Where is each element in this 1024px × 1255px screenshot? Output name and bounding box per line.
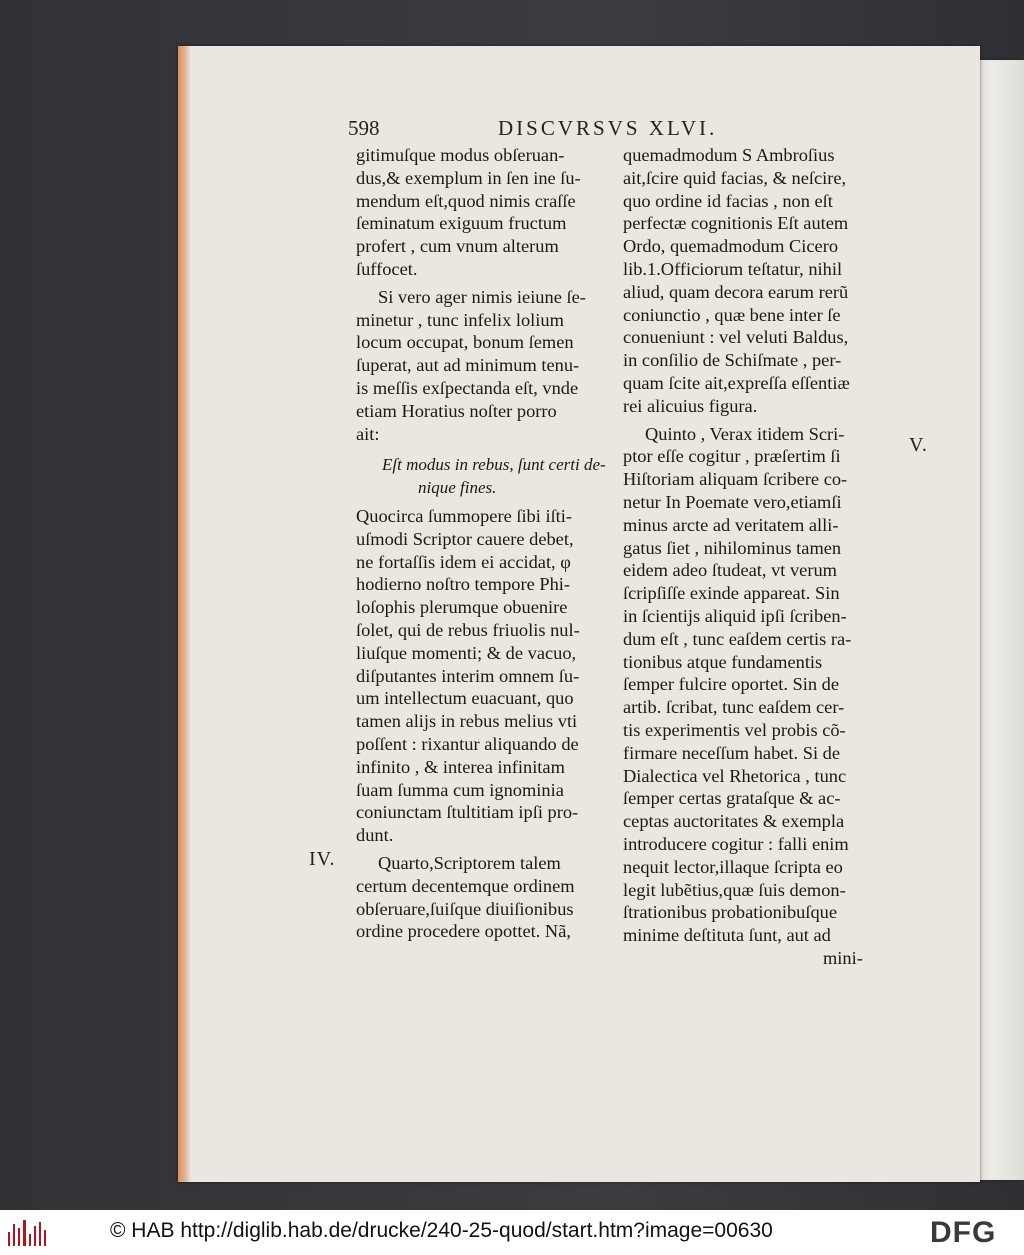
text-line: mendum eſt,quod nimis craſſe <box>356 190 576 211</box>
text-line: Dialectica vel Rhetorica , tunc <box>623 765 847 786</box>
text-line: loſophis plerumque obuenire <box>356 597 568 618</box>
text-line: eidem adeo ſtudeat, vt verum <box>623 560 837 581</box>
hab-logo-icon[interactable] <box>8 1220 46 1246</box>
dfg-logo[interactable]: DFG <box>930 1216 997 1249</box>
text-line: ſuperat, aut ad minimum tenu- <box>356 355 580 376</box>
text-line: liuſque momenti; & de vacuo, <box>356 642 577 663</box>
text-line: ſuam ſumma cum ignominia <box>356 779 564 800</box>
text-line: ait: <box>356 423 380 444</box>
text-line: is meſſis exſpectanda eſt, vnde <box>356 377 579 398</box>
text-line: ſcripſiſſe exinde appareat. Sin <box>623 583 840 604</box>
verse-line: nique fines. <box>418 478 497 498</box>
text-line: ſolet, qui de rebus friuolis nul- <box>356 619 580 640</box>
text-line: dum eſt , tunc eaſdem certis ra- <box>623 628 852 649</box>
text-line: tis experimentis vel probis cõ- <box>623 719 846 740</box>
text-line: ſtrationibus probationibuſque <box>623 902 838 923</box>
text-line: uſmodi Scriptor cauere debet, <box>356 528 574 549</box>
catchword: mini- <box>823 947 863 968</box>
viewer-footer <box>0 1210 1024 1255</box>
text-line: Quarto,Scriptorem talem <box>378 852 561 873</box>
text-line: aliud, quam decora earum rerũ <box>623 281 849 302</box>
text-line: poſſent : rixantur aliquando de <box>356 733 579 754</box>
text-line: etiam Horatius noſter porro <box>356 400 557 421</box>
text-line: tionibus atque fundamentis <box>623 651 823 672</box>
text-line: ptor eſſe cogitur , præſertim ſi <box>623 446 841 467</box>
text-line: profert , cum vnum alterum <box>356 236 559 257</box>
page-gutter <box>178 46 190 1182</box>
text-line: artib. ſcribat, tunc eaſdem cer- <box>623 697 845 718</box>
text-line: ſemper certas grataſque & ac- <box>623 788 841 809</box>
text-line: rei alicuius figura. <box>623 395 758 416</box>
text-line: diſputantes interim omnem ſu- <box>356 665 580 686</box>
text-line: nequit lector,illaque ſcripta eo <box>623 856 843 877</box>
text-line: ſeminatum exiguum fructum <box>356 213 567 234</box>
text-line: dunt. <box>356 825 394 846</box>
text-line: introducere cogitur : falli enim <box>623 833 849 854</box>
text-line: dus,& exemplum in ſen ine ſu- <box>356 167 581 188</box>
text-line: infinito , & interea infinitam <box>356 756 565 777</box>
copyright-link[interactable]: © HAB http://diglib.hab.de/drucke/240-25-quod/start.htm?image=00630 <box>110 1219 773 1242</box>
text-line: lib.1.Officiorum teſtatur, nihil <box>623 258 843 279</box>
text-line: gatus ſiet , nihilominus tamen <box>623 537 842 558</box>
text-line: ſuffocet. <box>356 258 418 279</box>
text-line: minetur , tunc infelix lolium <box>356 309 564 330</box>
text-line: coniunctam ſtultitiam ipſi pro- <box>356 802 579 823</box>
text-line: quemadmodum S Ambroſius <box>623 145 835 165</box>
margin-note-iv: IV. <box>309 848 336 870</box>
text-line: Ordo, quemadmodum Cicero <box>623 236 839 257</box>
text-line: firmare neceſſum habet. Si de <box>623 742 841 763</box>
text-line: perfectæ cognitionis Eſt autem <box>623 213 849 234</box>
text-line: hodierno noſtro tempore Phi- <box>356 574 571 595</box>
text-line: ordine procedere opottet. Nã, <box>356 921 571 942</box>
text-line: in conſilio de Schiſmate , per- <box>623 350 842 371</box>
text-line: legit lubẽtius,quæ ſuis demon- <box>623 879 846 900</box>
running-title: DISCVRSVS XLVI. <box>498 116 718 140</box>
text-line: quo ordine id facias , non eſt <box>623 190 833 211</box>
book-page <box>178 46 980 1182</box>
text-line: um intellectum euacuant, quo <box>356 688 574 709</box>
text-line: quam ſcite ait,expreſſa eſſentiæ <box>623 372 850 393</box>
text-line: ait,ſcire quid facias, & neſcire, <box>623 167 847 188</box>
text-line: netur In Poemate vero,etiamſi <box>623 491 842 512</box>
page-header <box>348 116 908 144</box>
margin-note-v: V. <box>909 434 928 456</box>
text-line: in ſcientijs aliquid ipſi ſcriben- <box>623 605 847 626</box>
text-line: obſeruare,ſuiſque diuiſionibus <box>356 898 574 919</box>
text-line: Quinto , Verax itidem Scri- <box>645 423 845 444</box>
text-line: gitimuſque modus obſeruan- <box>356 145 565 165</box>
text-line: ne fortaſſis idem ei accidat, φ <box>356 551 571 572</box>
text-line: tamen alijs in rebus melius vti <box>356 711 578 732</box>
text-line: minime deſtituta ſunt, aut ad <box>623 925 831 946</box>
left-column <box>356 144 636 943</box>
text-line: Si vero ager nimis ieiune ſe- <box>378 286 586 307</box>
text-line: conueniunt : vel veluti Baldus, <box>623 327 849 348</box>
text-line: coniunctio , quæ bene inter ſe <box>623 304 841 325</box>
right-column <box>623 144 905 970</box>
page-number: 598 <box>348 116 380 140</box>
verse-line: Eſt modus in rebus, ſunt certi de- <box>382 455 606 475</box>
text-line: minus arcte ad veritatem alli- <box>623 514 839 535</box>
text-line: ſemper fulcire oportet. Sin de <box>623 674 840 695</box>
text-line: locum occupat, bonum ſemen <box>356 332 574 353</box>
text-line: ceptas auctoritates & exempla <box>623 811 845 832</box>
text-line: certum decentemque ordinem <box>356 875 575 896</box>
text-line: Quocirca ſummopere ſibi iſti- <box>356 505 573 526</box>
text-line: Hiſtoriam aliquam ſcribere co- <box>623 469 848 490</box>
